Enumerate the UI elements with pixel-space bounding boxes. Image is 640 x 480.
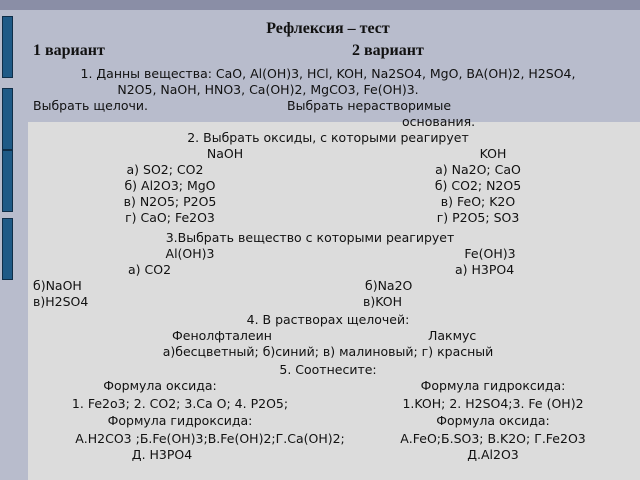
q2-right-head: KOH bbox=[479, 146, 507, 161]
q5-left-items: 1. Fe2o3; 2. CO2; 3.Ca O; 4. P2O5; bbox=[71, 396, 289, 411]
q2-right-d: г) P2O5; SO3 bbox=[436, 210, 520, 225]
q1-line2: N2O5, NaOH, HNO3, Ca(OH)2, MgCO3, Fe(OH)3. bbox=[117, 82, 419, 97]
q5-left-head: Формула оксида: bbox=[103, 378, 217, 393]
q4-left: Фенолфталеин bbox=[172, 328, 272, 343]
q3-right-c: в)KOH bbox=[363, 294, 402, 309]
q5-right-answers-1: А.FeO;Б.SO3; В.K2O; Г.Fe2O3 bbox=[400, 431, 586, 446]
q1-left: Выбрать щелочи. bbox=[33, 98, 148, 113]
q2-title: 2. Выбрать оксиды, с которыми реагирует bbox=[187, 130, 469, 145]
q5-left-head2: Формула гидроксида: bbox=[107, 413, 253, 428]
q4-title: 4. В растворах щелочей: bbox=[246, 312, 410, 327]
q2-left-d: г) CaO; Fe2O3 bbox=[125, 210, 215, 225]
q2-left-head: NaOH bbox=[206, 146, 244, 161]
q3-left-c: в)H2SO4 bbox=[33, 294, 89, 309]
q3-right-head: Fe(OH)3 bbox=[464, 246, 516, 261]
q3-left-b: б)NaOH bbox=[33, 278, 82, 293]
q1-right-1: Выбрать нерастворимые bbox=[287, 98, 452, 113]
q5-right-items: 1.KOH; 2. H2SO4;3. Fe (OH)2 bbox=[402, 396, 584, 411]
q3-right-b: б)Na2O bbox=[365, 278, 413, 293]
q2-right-a: а) Na2O; CaO bbox=[435, 162, 521, 177]
variant-2-label: 2 вариант bbox=[352, 42, 424, 59]
q2-left-b: б) Al2O3; MgO bbox=[124, 178, 216, 193]
q1-right-2: основания. bbox=[402, 114, 476, 129]
q5-right-head: Формула гидроксида: bbox=[420, 378, 566, 393]
q4-options: а)бесцветный; б)синий; в) малиновый; г) красный bbox=[162, 344, 494, 359]
q3-right-a: а) H3PO4 bbox=[455, 262, 515, 277]
q1-line1: 1. Данны вещества: CaO, Al(OH)3, HCl, KOH, Na2SO4, MgO, BA(OH)2, H2SO4, bbox=[80, 66, 576, 81]
q2-right-b: б) CO2; N2O5 bbox=[434, 178, 522, 193]
page-title: Рефлексия – тест bbox=[266, 20, 390, 37]
q3-left-head: Al(OH)3 bbox=[165, 246, 215, 261]
q5-left-answers-2: Д. H3PO4 bbox=[131, 447, 193, 462]
q3-title: 3.Выбрать вещество с которыми реагирует bbox=[165, 230, 455, 245]
q2-left-a: а) SO2; CO2 bbox=[126, 162, 204, 177]
q5-right-answers-2: Д.Al2O3 bbox=[467, 447, 519, 462]
q3-left-a: а) CO2 bbox=[128, 262, 172, 277]
q2-right-c: в) FeO; K2O bbox=[440, 194, 516, 209]
variant-1-label: 1 вариант bbox=[33, 42, 105, 59]
q5-title: 5. Соотнесите: bbox=[279, 362, 377, 377]
top-bar bbox=[0, 0, 640, 10]
q5-right-head2: Формула оксида: bbox=[436, 413, 550, 428]
q5-left-answers-1: А.H2CO3 ;Б.Fe(OH)3;В.Fe(OH)2;Г.Ca(OH)2; bbox=[75, 431, 345, 446]
q4-right: Лакмус bbox=[428, 328, 477, 343]
q2-left-c: в) N2O5; P2O5 bbox=[123, 194, 217, 209]
